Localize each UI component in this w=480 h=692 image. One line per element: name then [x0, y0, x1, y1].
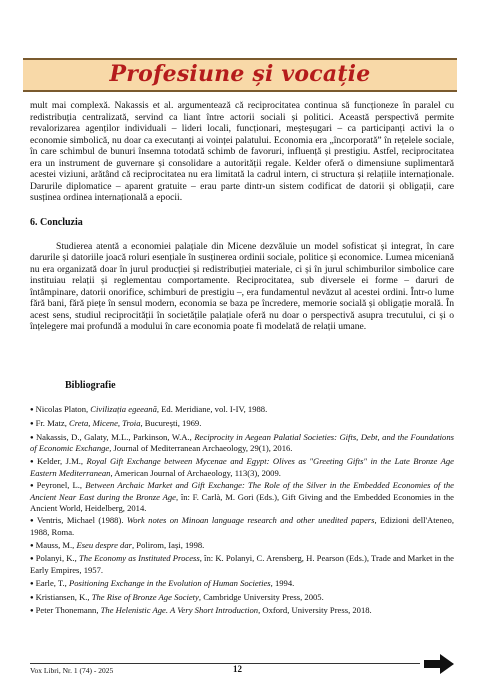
section-heading: 6. Concluzia	[30, 216, 83, 228]
bullet-icon: ●	[30, 434, 34, 441]
bibliography-item: ● Mauss, M., Eseu despre dar, Polirom, Iași, 1998.	[30, 539, 205, 550]
bullet-icon: ●	[30, 542, 34, 549]
arrow-right-icon[interactable]	[424, 654, 454, 674]
bibliography-list	[30, 404, 454, 619]
bullet-icon: ●	[30, 556, 34, 563]
bibliography-title: Bibliografie	[65, 380, 116, 391]
footer-divider	[30, 663, 420, 664]
bullet-icon: ●	[30, 458, 35, 465]
bibliography-item: ● Kristiansen, K., The Rise of Bronze Age Society, Cambridge University Press, 2005.	[30, 591, 324, 602]
bullet-icon: ●	[30, 420, 34, 427]
bullet-icon: ●	[30, 483, 35, 490]
bibliography-item: ● Polanyi, K., The Economy as Instituted Process, în: K. Polanyi, C. Arensberg, H. Pearson (Eds.), Trade and Market in the Early Empires, 1957.	[30, 553, 454, 576]
header-banner	[23, 58, 457, 92]
bibliography-item: ● Earle, T., Positioning Exchange in the Evolution of Human Societies, 1994.	[30, 577, 295, 588]
page-number: 12	[233, 664, 242, 674]
bibliography-item: ● Fr. Matz, Creta, Micene, Troia, București, 1969.	[30, 417, 202, 428]
bullet-icon: ●	[30, 518, 35, 525]
bullet-icon: ●	[30, 594, 34, 601]
journal-issue: Vox Libri, Nr. 1 (74) - 2025	[30, 666, 114, 675]
bullet-icon: ●	[30, 407, 34, 413]
bullet-icon: ●	[30, 580, 34, 587]
bibliography-item: ● Peter Thonemann, The Helenistic Age. A Very Short Introduction, Oxford, University Press, 2018.	[30, 605, 372, 616]
bibliography-item: ● Kelder, J.M., Royal Gift Exchange between Mycenae and Egypt: Olives as "Greeting Gifts" in the Late Bronze Age Eastern Mediterranean, American Journal of Archaeology, 113(3), 2009.	[30, 455, 454, 478]
bibliography-item: ● Peyronel, L., Between Archaic Market and Gift Exchange: The Role of the Silver in the Embedded Economies of the Ancient Near East during the Bronze Age, în: F. Carlà, M. Gori (Eds.), Gift Giving and the Embedded Economies in the Ancient World, Heidelberg, 2014.	[30, 480, 454, 513]
bibliography-item: ● Nicolas Platon, Civilizația egeeană, Ed. Meridiane, vol. I-IV, 1988.	[30, 404, 268, 414]
page-title: Profesiune și vocație	[109, 61, 371, 87]
bibliography-item: ● Nakassis, D., Galaty, M.L., Parkinson, W.A., Reciprocity in Aegean Palatial Societies: Gifts, Debt, and the Foundations of Economic Exchange, Journal of Mediterranean Archaeology, 29(1), 2016.	[30, 431, 454, 454]
paragraph: Studierea atentă a economiei palațiale din Micene dezvăluie un model sofisticat și integrat, în care darurile și datoriile joacă roluri esențiale în susținerea ordinii sociale, politice și economice. Lumea miceniană nu era organizată doar în jurul producției și redistribuției materiale, ci și în jurul schimburilor simbolice care instituiau relații și reglementau comportamente. Reciprocitatea, sub diversele ei forme – daruri de întâmpinare, datorii onorifice, schimburi de prestigiu –, era fundamentul nevăzut al acestei ordini. Într-o lume fără bani, fără piețe în sensul modern, economia se baza pe încredere, memorie socială și obligație morală. În acest sens, studiul reciprocității în societățile palațiale oferă nu doar o perspectivă asupra trecutului, ci și o înțelegere mai profundă a modului în care economia poate fi modelată de relații umane.	[30, 240, 454, 332]
paragraph: mult mai complexă. Nakassis et al. argumentează că reciprocitatea continua să funcționeze în paralel cu redistribuția centralizată, servind ca liant între actorii sociali și politici. Această perspectivă permite revalorizarea agenților individuali – lideri locali, funcționari, meșteșugari – ca participanți activi la o economie simbolică, nu doar ca executanți ai voinței palatului. Economia era „încorporată” în rețelele sociale, în care schimbul de bunuri însemna totodată schimb de favoruri, influență și prestigiu. Astfel, reciprocitatea era un instrument de guvernare și consolidare a autorității regale. Kelder oferă o dimensiune suplimentară acestei viziuni, arătând că reciprocitatea nu era limitată la cadrul intern, ci structura și relațiile internaționale. Darurile diplomatice – aparent gratuite – erau parte dintr-un sistem codificat de datorii și obligații, care susținea ordinea internațională a epocii.	[30, 100, 454, 203]
bibliography-item: ● Ventris, Michael (1988). Work notes on Minoan language research and other unedited papers, Edizioni dell'Ateneo, 1988, Roma.	[30, 515, 455, 537]
bullet-icon: ●	[30, 608, 34, 615]
article-body	[30, 100, 454, 333]
